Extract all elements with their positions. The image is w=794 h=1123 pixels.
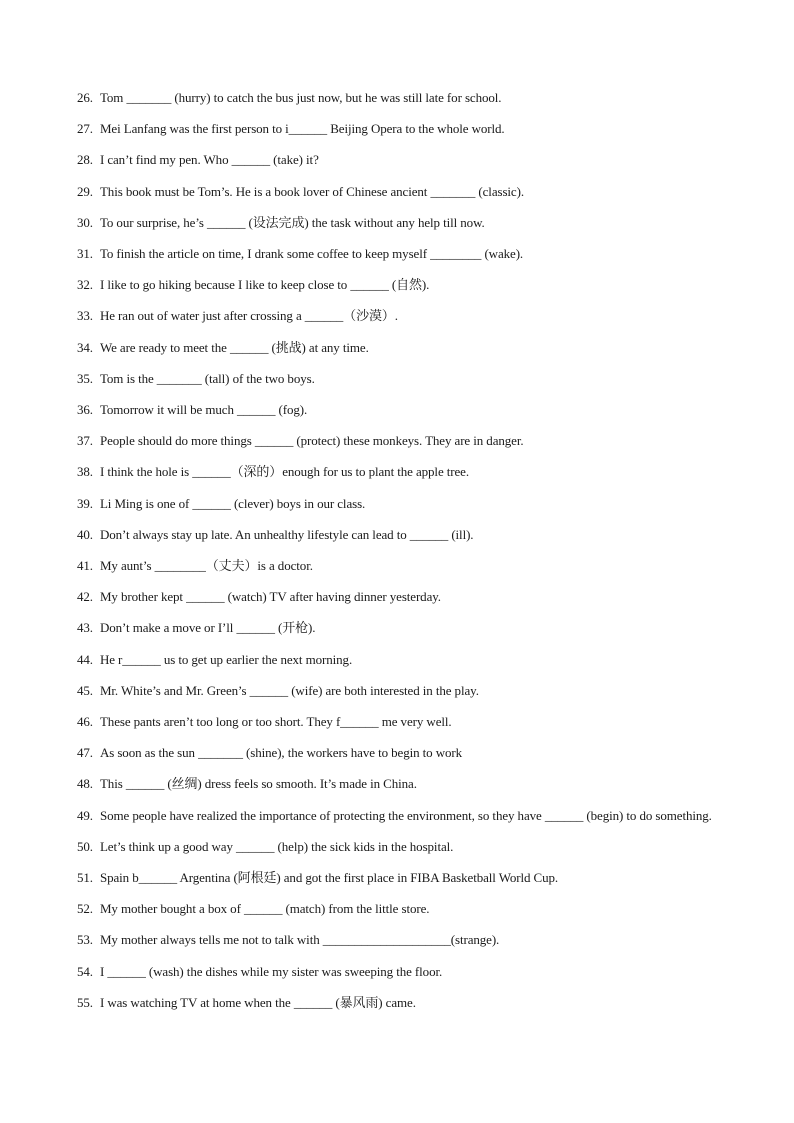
question-item	[77, 82, 717, 113]
question-number: 47.	[77, 745, 93, 761]
question-number: 41.	[77, 558, 93, 574]
question-number: 36.	[77, 402, 93, 418]
question-text: I think the hole is ______（深的）enough for us to plant the apple tree.	[99, 464, 469, 480]
question-item	[77, 956, 717, 987]
question-number: 43.	[77, 620, 93, 636]
question-item	[77, 612, 717, 643]
question-text: We are ready to meet the ______ (挑战) at any time.	[99, 339, 369, 355]
question-text: My mother always tells me not to talk with ____________________(strange).	[99, 932, 500, 948]
question-item	[77, 737, 717, 768]
question-text: Tom is the _______ (tall) of the two boys.	[99, 370, 315, 386]
question-item	[77, 394, 717, 425]
question-number: 38.	[77, 464, 93, 480]
question-text: To our surprise, he’s ______ (设法完成) the task without any help till now.	[99, 214, 485, 230]
question-item	[77, 768, 717, 799]
question-text: I can’t find my pen. Who ______ (take) it?	[99, 152, 319, 168]
question-number: 35.	[77, 370, 93, 386]
question-text: Don’t make a move or I’ll ______ (开枪).	[99, 620, 316, 636]
question-item	[77, 924, 717, 955]
question-number: 49.	[77, 807, 93, 823]
question-number: 52.	[77, 901, 93, 917]
question-text: Some people have realized the importance of protecting the environment, so they have ______ (begin) to do something.	[99, 807, 712, 823]
question-text: To finish the article on time, I drank some coffee to keep myself ________ (wake).	[99, 246, 524, 262]
question-item	[77, 800, 717, 831]
question-item	[77, 706, 717, 737]
question-item	[77, 425, 717, 456]
question-item	[77, 987, 717, 1018]
question-item	[77, 488, 717, 519]
question-number: 42.	[77, 589, 93, 605]
question-number: 44.	[77, 651, 93, 667]
question-text: He ran out of water just after crossing a ______（沙漠）.	[99, 308, 398, 324]
question-text: Mr. White’s and Mr. Green’s ______ (wife) are both interested in the play.	[99, 682, 479, 698]
question-item	[77, 644, 717, 675]
question-text: Spain b______ Argentina (阿根廷) and got the first place in FIBA Basketball World Cup.	[99, 870, 559, 886]
question-item	[77, 207, 717, 238]
question-number: 48.	[77, 776, 93, 792]
question-item	[77, 893, 717, 924]
question-text: Mei Lanfang was the first person to i______ Beijing Opera to the whole world.	[99, 121, 505, 137]
question-text: These pants aren’t too long or too short. They f______ me very well.	[99, 714, 452, 730]
question-text: My brother kept ______ (watch) TV after having dinner yesterday.	[99, 589, 441, 605]
question-number: 45.	[77, 682, 93, 698]
question-item	[77, 176, 717, 207]
question-text: He r______ us to get up earlier the next morning.	[99, 651, 353, 667]
question-number: 51.	[77, 870, 93, 886]
question-number: 27.	[77, 121, 93, 137]
question-text: People should do more things ______ (protect) these monkeys. They are in danger.	[99, 433, 524, 449]
question-number: 46.	[77, 714, 93, 730]
question-text: My aunt’s ________（丈夫）is a doctor.	[99, 558, 313, 574]
question-number: 29.	[77, 183, 93, 199]
question-item	[77, 456, 717, 487]
question-item	[77, 831, 717, 862]
question-text: My mother bought a box of ______ (match) from the little store.	[99, 901, 430, 917]
question-item	[77, 519, 717, 550]
question-text: Tom _______ (hurry) to catch the bus just now, but he was still late for school.	[99, 90, 502, 105]
question-item	[77, 862, 717, 893]
question-item	[77, 144, 717, 175]
question-number: 54.	[77, 963, 93, 979]
question-item	[77, 300, 717, 331]
question-number: 26.	[77, 90, 93, 105]
question-text: I ______ (wash) the dishes while my sister was sweeping the floor.	[99, 963, 443, 979]
question-number: 28.	[77, 152, 93, 168]
question-item	[77, 238, 717, 269]
question-number: 37.	[77, 433, 93, 449]
question-number: 50.	[77, 838, 93, 854]
question-text: Don’t always stay up late. An unhealthy lifestyle can lead to ______ (ill).	[99, 526, 474, 542]
question-item	[77, 113, 717, 144]
question-text: This book must be Tom’s. He is a book lover of Chinese ancient _______ (classic).	[99, 183, 524, 199]
question-item	[77, 269, 717, 300]
question-number: 31.	[77, 246, 93, 262]
question-text: Li Ming is one of ______ (clever) boys in our class.	[99, 495, 366, 511]
question-text: As soon as the sun _______ (shine), the workers have to begin to work	[99, 745, 463, 761]
question-number: 55.	[77, 994, 93, 1010]
question-number: 39.	[77, 495, 93, 511]
question-number: 32.	[77, 277, 93, 293]
question-number: 53.	[77, 932, 93, 948]
question-text: Tomorrow it will be much ______ (fog).	[99, 402, 308, 418]
question-number: 40.	[77, 526, 93, 542]
question-number: 30.	[77, 214, 93, 230]
question-text: I like to go hiking because I like to keep close to ______ (自然).	[99, 277, 430, 293]
question-text: Let’s think up a good way ______ (help) the sick kids in the hospital.	[99, 838, 454, 854]
question-number: 34.	[77, 339, 93, 355]
question-text: I was watching TV at home when the ______ (暴风雨) came.	[99, 994, 416, 1010]
question-item	[77, 363, 717, 394]
question-item	[77, 332, 717, 363]
question-number: 33.	[77, 308, 93, 324]
question-text: This ______ (丝绸) dress feels so smooth. It’s made in China.	[99, 776, 417, 792]
question-list	[77, 82, 717, 1018]
question-item	[77, 675, 717, 706]
question-item	[77, 581, 717, 612]
question-item	[77, 550, 717, 581]
